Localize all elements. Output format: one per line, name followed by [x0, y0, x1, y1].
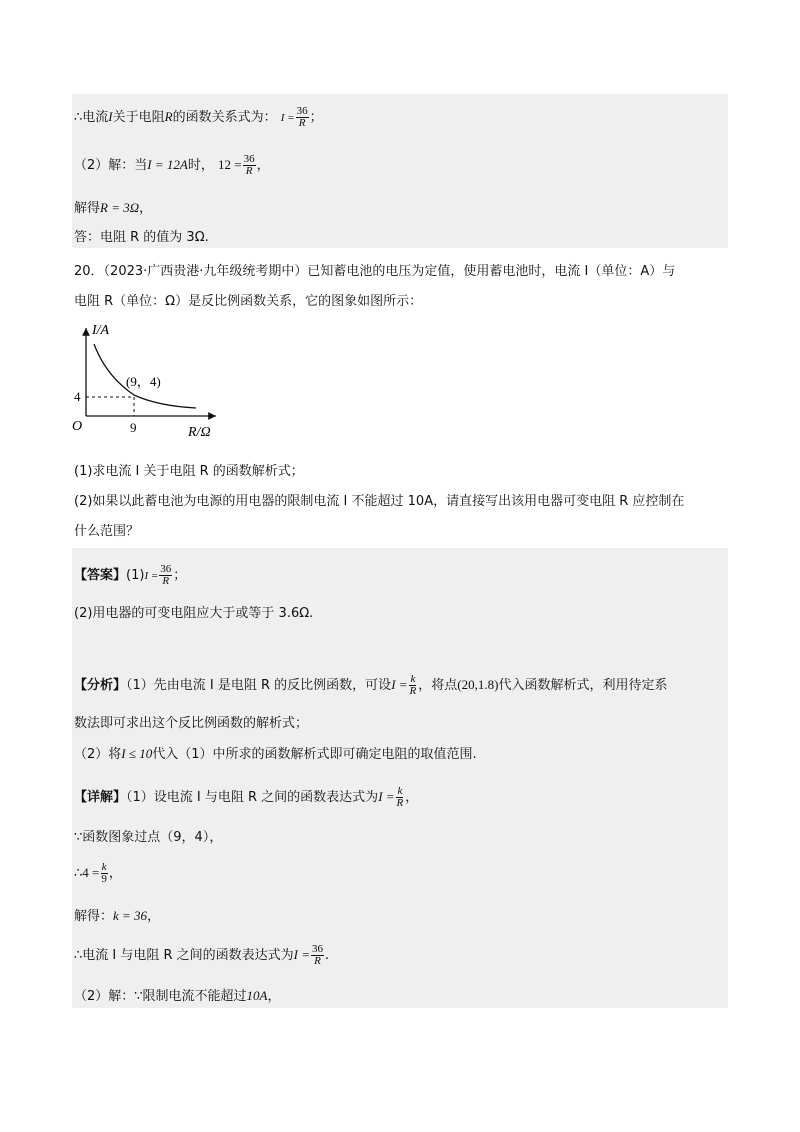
- var: I: [108, 109, 113, 124]
- equation: I = 12A: [147, 157, 188, 172]
- equation: 12 =: [217, 157, 242, 172]
- text: ；: [309, 110, 323, 125]
- fraction: [409, 674, 418, 697]
- equation: k = 36: [113, 908, 148, 923]
- numerator: k: [397, 785, 403, 797]
- denominator: R: [162, 575, 170, 587]
- equation: R = 3Ω: [100, 200, 140, 215]
- numerator: 36: [243, 153, 255, 165]
- text: 代入（1）中所求的函数解析式即可确定电阻的取值范围.: [152, 747, 477, 762]
- answer-tag: 【答案】: [74, 568, 127, 583]
- text: ，: [108, 866, 122, 881]
- origin-label: O: [72, 419, 83, 434]
- text: ，: [267, 989, 281, 1004]
- denominator: R: [396, 797, 404, 809]
- text: ∴电流: [74, 110, 109, 125]
- var: R: [164, 109, 173, 124]
- y-axis-label: I/A: [92, 323, 110, 338]
- fraction: [296, 106, 309, 129]
- text: 解得：: [74, 909, 114, 924]
- analysis-line3: [74, 744, 477, 765]
- text: ，: [256, 158, 270, 173]
- detail-line6: [74, 986, 281, 1007]
- denominator: 9: [101, 873, 107, 885]
- equation: 4 =: [82, 865, 100, 880]
- fraction: [100, 862, 108, 885]
- answer-line1: [74, 564, 186, 587]
- fraction: [243, 154, 256, 177]
- y-tick-label: 4: [74, 389, 81, 404]
- q20-line1: 20．（2023·广西贵港·九年级统考期中）已知蓄电池的电压为定值，使用蓄电池时，电流 I（单位：A）与: [74, 264, 676, 279]
- answer-line2: (2)用电器的可变电阻应大于或等于 3.6Ω.: [74, 606, 314, 621]
- denominator: R: [245, 165, 253, 177]
- text: ∴: [74, 866, 83, 881]
- text: （2）解：当: [74, 158, 148, 173]
- point: (20,1.8): [457, 677, 499, 692]
- numerator: 36: [312, 943, 324, 955]
- equation: I =: [378, 789, 395, 804]
- text: ，: [139, 201, 153, 216]
- text: 的函数关系式为：: [172, 110, 277, 125]
- text: （1）设电流 I 与电阻 R 之间的函数表达式为: [126, 790, 379, 805]
- text: 时，: [187, 158, 214, 173]
- equation: I =: [293, 947, 311, 962]
- equation: I =: [280, 112, 295, 124]
- sol19-line4: 答：电阻 R 的值为 3Ω.: [74, 230, 209, 245]
- text: 解得: [74, 201, 101, 216]
- equation: I ≤ 10: [121, 746, 153, 761]
- fraction: [311, 944, 324, 967]
- denominator: R: [409, 685, 417, 697]
- fraction: [396, 786, 405, 809]
- sol19-line2: [74, 154, 270, 177]
- numerator: 36: [160, 563, 172, 575]
- q20-sub2a: (2)如果以此蓄电池为电源的用电器的限制电流 I 不能超过 10A，请直接写出该用电器可变电阻 R 应控制在: [74, 494, 685, 509]
- equation: I =: [144, 570, 159, 582]
- text: （1）先由电流 I 是电阻 R 的反比例函数，可设: [126, 678, 392, 693]
- text: ，: [147, 909, 161, 924]
- denominator: R: [298, 117, 306, 129]
- text: ；: [173, 568, 187, 583]
- q20-line2: 电阻 R（单位：Ω）是反比例函数关系，它的图象如图所示：: [74, 294, 423, 309]
- x-tick-label: 9: [130, 420, 137, 435]
- detail-tag: 【详解】: [74, 790, 127, 805]
- equation: 10A: [246, 988, 268, 1003]
- text: (1): [126, 568, 145, 583]
- text: 关于电阻: [112, 110, 165, 125]
- analysis-line2: 数法即可求出这个反比例函数的解析式；: [74, 716, 309, 731]
- sol19-line3: [74, 198, 152, 219]
- denominator: R: [314, 955, 321, 967]
- analysis-tag: 【分析】: [74, 678, 127, 693]
- detail-line3: [74, 862, 122, 885]
- x-axis-label: R/Ω: [188, 425, 211, 440]
- fraction: [159, 564, 172, 587]
- detail-line4: [74, 906, 160, 927]
- sol19-line1: [74, 106, 323, 129]
- analysis-line1: [74, 674, 667, 697]
- text: ，将点: [418, 678, 458, 693]
- text: ∴电流 I 与电阻 R 之间的函数表达式为: [74, 948, 294, 963]
- numerator: k: [101, 861, 107, 873]
- q20-sub1: (1)求电流 I 关于电阻 R 的函数解析式；: [74, 464, 304, 479]
- detail-line5: [74, 944, 329, 967]
- detail-line2: ∵函数图象过点（9，4），: [74, 830, 223, 845]
- text: （2）将: [74, 747, 122, 762]
- detail-line1: [74, 786, 418, 809]
- q20-sub2b: 什么范围？: [74, 524, 140, 539]
- text: .: [325, 948, 330, 963]
- point-label: (9，4): [126, 374, 161, 389]
- inverse-proportion-graph: [70, 320, 230, 444]
- text: 代入函数解析式，利用待定系: [498, 678, 668, 693]
- numerator: k: [410, 673, 416, 685]
- text: （2）解：∵限制电流不能超过: [74, 989, 247, 1004]
- numerator: 36: [296, 105, 308, 117]
- equation: I =: [391, 677, 408, 692]
- text: ，: [405, 790, 419, 805]
